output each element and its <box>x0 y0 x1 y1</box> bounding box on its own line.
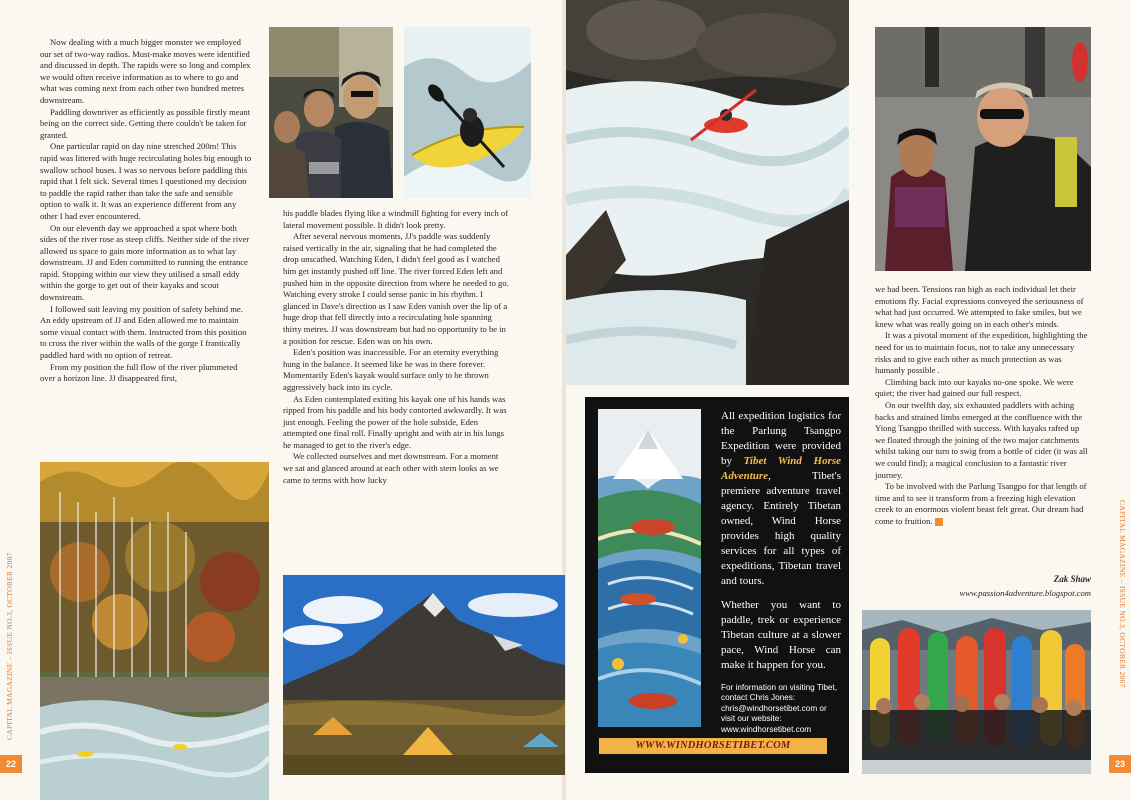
left-page-column-2 <box>283 208 510 486</box>
photo-paddler-with-girl <box>875 27 1091 271</box>
ad-brand-name: Tibet Wind Horse Adventure <box>721 455 842 482</box>
wind-horse-advertisement <box>585 397 849 773</box>
right-page-column <box>875 284 1091 527</box>
paragraph: Eden's position was inaccessible. For an eternity everything hung in the balance. It seemed like he was in there forever. Momentarily Eden's kayak would surface only to be thrown aggressively back into its cycle. <box>283 347 499 392</box>
running-head-right: CAPITAL MAGAZINE – ISSUE NO.3, OCTOBER 2007 <box>1118 500 1127 688</box>
paragraph: After several nervous moments, JJ's paddle was suddenly raised vertically in the air, signaling that he had completed the drop unscathed. Watching Eden, I didn't feel good as I watched him get instantly pushed off line. The river forced Eden left and pushed him in the opposite direction from where he needed to go. Watching every stroke I could sense panic in his rhythm. I glanced in Dave's direction as I saw Eden vanish over the lip of a huge drop that fell directly into a recirculating hole spanning thirty metres. JJ was downstream but had no opportunity to be in a position for rescue. Eden was on his own. <box>283 231 509 346</box>
paragraph: It was a pivotal moment of the expedition, highlighting the need for us to maintain focus, not to take any unnecessary risks and to give each other as much protection as was humanly possible . <box>875 330 1088 376</box>
page-number-left: 22 <box>0 755 22 773</box>
thangka-artwork <box>598 409 701 727</box>
paragraph: On our eleventh day we approached a spot where both sides of the river rose as steep cliffs. Neither side of the river allowed us space to gain more information as to what lay downstream. JJ and Eden committed to running the entrance rapid. Stopping within our view they utilised a small eddy within the gorge to get out of their kayaks and scout downstream. <box>40 222 250 303</box>
paragraph: As Eden contemplated exiting his kayak one of his hands was ripped from his paddle and his body contorted awkwardly. It was just enough. Feeling the power of the hole subside, Eden attempted one final roll. Finally upright and with air in his lungs he managed to get to the river's edge. <box>283 393 507 450</box>
paragraph: Paddling downriver as efficiently as possible firstly meant being on the correct side. Getting there couldn't be taken for granted. <box>40 106 251 140</box>
end-square-icon <box>935 518 943 526</box>
photo-team-men <box>269 27 393 198</box>
photo-whitewater-rapid <box>566 0 849 385</box>
ad-copy <box>721 409 841 735</box>
paragraph: I followed suit leaving my position of safety behind me. An eddy upstream of JJ and Eden allowed me to maintain some visual contact with them. Instructed from this position to cross the river within the walls of the gorge I frantically paddled hard with no option of retreat. <box>40 303 247 361</box>
ad-url-banner: WWW.WINDHORSETIBET.COM <box>599 738 827 754</box>
author-url: www.passion4adventure.blogspot.com <box>959 588 1091 598</box>
paragraph: Climbing back into our kayaks no-one spoke. We were quiet; the river had gained our full respect. <box>875 376 1074 399</box>
ad-paragraph-2: Whether you want to paddle, trek or experience Tibetan culture at a slower pace, Wind Horse can make it happen for you. <box>721 599 841 671</box>
paragraph-text: To be involved with the Parlung Tsangpo for that length of time and to see it transform from a freezing high elevation creek to an enormous violent beast felt great. Our dream had come to fruition. <box>875 481 1087 526</box>
photo-mountain-camp <box>283 575 565 775</box>
ad-paragraph <box>721 409 841 589</box>
ad-text-intro: All expedition logistics for the Parlung Tsangpo Expedition were provided by <box>721 410 841 467</box>
photo-river-prayer-flags <box>40 462 269 800</box>
author-name: Zak Shaw <box>1053 574 1091 584</box>
paragraph: Now dealing with a much bigger monster we employed our set of two-way radios. Must-make moves were identified and discussed in depth. The rapids were so long and complex we would often receive information as to where to go and what was coming next from each other two hundred metres downstream. <box>40 37 251 105</box>
paragraph: We collected ourselves and met downstream. For a moment we sat and glanced around at each other with stern looks as we came to terms with how lucky <box>283 451 499 485</box>
running-head-left: CAPITAL MAGAZINE – ISSUE NO.3, OCTOBER 2007 <box>5 552 14 740</box>
page-number-right: 23 <box>1109 755 1131 773</box>
paragraph: we had been. Tensions ran high as each individual let their emotions fly. Facial expressions conveyed the seriousness of what had just occurred. We attempted to fake smiles, but we knew what was really going on in each other's minds. <box>875 284 1084 329</box>
paragraph <box>875 481 1091 527</box>
paragraph: On our twelfth day, six exhausted paddlers with aching backs and strained limbs emerged at the confluence with the Yiong Tsangpo thrilled with success. With kayaks rafted up we floated through the joining of the two major catchments whilst taking our turn to swig from a bottle of cider (it was all we could find); a magical conclusion to a fantastic river journey. <box>875 399 1088 480</box>
ad-contact: For information on visiting Tibet, contact Chris Jones: chris@windhorsetibet.com or visit our website: www.windhorsetibet.com <box>721 683 838 734</box>
paragraph: One particular rapid on day nine stretched 200m! This rapid was littered with huge recirculating holes big enough to swallow school buses. I was so nervous before paddling this rapid that I felt sick. Several times I questioned my decision to paddle the rapid rather than take the safe and sensible option to walk it. It was an experience different from any other I had ever encountered. <box>40 141 252 221</box>
left-page-column-1 <box>40 37 254 385</box>
photo-yellow-kayak <box>404 27 531 198</box>
ad-text-body: , Tibet's premiere adventure travel agency. Entirely Tibetan owned, Wind Horse provides high quality services for all types of expeditions, Tibetan travel and tours. <box>721 470 841 587</box>
paragraph: From my position the full flow of the river plummeted over a horizon line. JJ disappeared first, <box>40 361 238 384</box>
photo-kayak-group <box>862 610 1091 774</box>
paragraph: his paddle blades flying like a windmill fighting for every inch of lateral movement possible. It didn't look pretty. <box>283 208 509 230</box>
